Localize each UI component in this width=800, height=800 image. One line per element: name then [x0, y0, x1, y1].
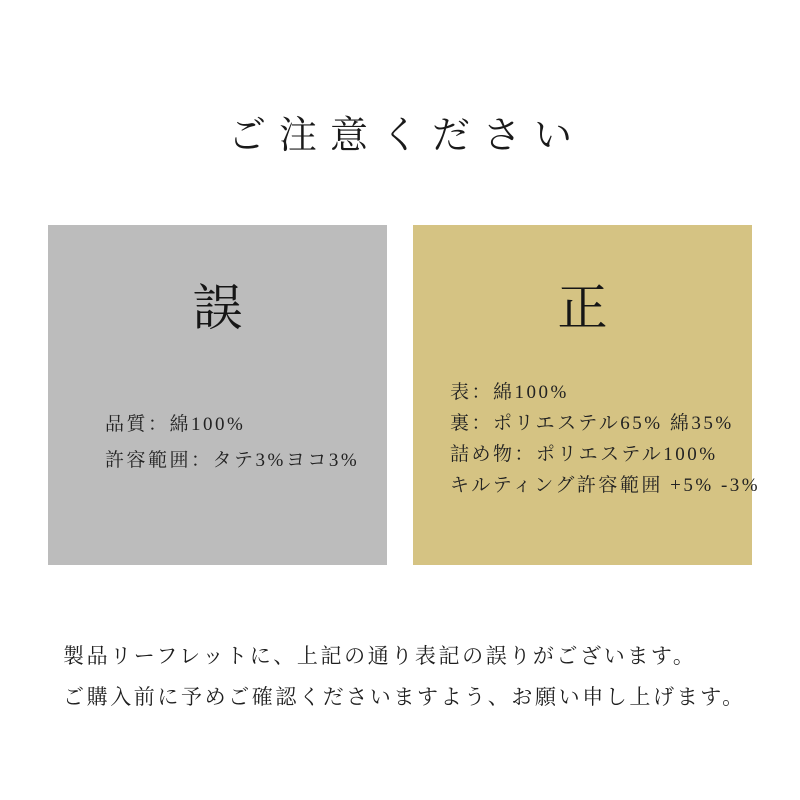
page-title: ご注意ください	[227, 115, 585, 157]
wrong-box	[48, 225, 387, 565]
wrong-box-line-tolerance: 許容範囲：タテ3%ヨコ3%	[105, 450, 360, 471]
wrong-box-lines	[48, 407, 387, 479]
correct-box-line-front: 表：綿100%	[450, 382, 569, 403]
notice-line-1: 製品リーフレットに、上記の通り表記の誤りがございます。	[63, 644, 697, 668]
notice-line-2: ご購入前に予めご確認くださいますよう、お願い申し上げます。	[63, 685, 746, 709]
wrong-box-line-quality: 品質：綿100%	[105, 414, 246, 435]
correct-box-label: 正	[557, 280, 608, 336]
wrong-box-label: 誤	[192, 280, 243, 336]
correct-box-line-back: 裏：ポリエステル65% 綿35%	[450, 413, 734, 434]
notice-text	[63, 636, 763, 718]
correct-box-line-filling: 詰め物：ポリエステル100%	[450, 444, 718, 465]
correct-box-line-quilting: キルティング許容範囲 +5% -3%	[450, 475, 761, 496]
correct-box	[413, 225, 761, 565]
correct-box-lines	[413, 377, 761, 501]
